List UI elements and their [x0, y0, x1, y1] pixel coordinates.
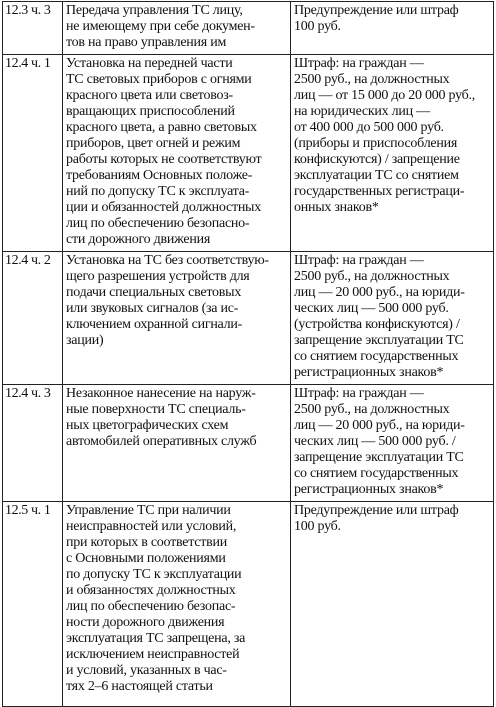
- violation-line: неисправностей или условий,: [66, 519, 237, 534]
- article-number: 12.4 ч. 1: [5, 56, 51, 71]
- violation-line: лиц по обеспечению безопас-: [66, 599, 236, 614]
- article-cell: [3, 2, 63, 55]
- article-cell: [3, 252, 63, 385]
- penalty-line: Штраф: на граждан —: [294, 56, 424, 71]
- table-row: [3, 2, 494, 55]
- penalty-line: ческих лиц — 500 000 руб.: [294, 301, 449, 316]
- penalty-cell: [291, 385, 494, 502]
- violation-line: автомобилей оперативных служб: [66, 434, 257, 449]
- violation-line: работы которых не соответствуют: [66, 152, 262, 167]
- violation-line: или звуковых сигналов (за ис-: [66, 301, 239, 316]
- penalty-line: регистрационных знаков*: [294, 365, 444, 380]
- violation-line: ний по допуску ТС к эксплуата-: [66, 184, 250, 199]
- penalty-line: от 400 000 до 500 000 руб.: [294, 120, 444, 135]
- violation-line: ции и обязанностей должностных: [66, 200, 261, 215]
- violation-line: не имеющему при себе докумен-: [66, 19, 255, 34]
- penalty-line: ческих лиц — 500 000 руб. /: [294, 434, 456, 449]
- violation-cell: [63, 385, 291, 502]
- fines-table: [2, 1, 494, 707]
- penalty-line: 2500 руб., на должностных: [294, 402, 450, 417]
- violation-line: с Основными положениями: [66, 551, 226, 566]
- penalty-line: на юридических лиц —: [294, 104, 430, 119]
- penalty-line: эксплуатации ТС со снятием: [294, 168, 459, 183]
- violation-line: зации): [66, 333, 104, 348]
- violation-line: тях 2–6 настоящей статьи: [66, 679, 213, 694]
- penalty-line: Штраф: на граждан —: [294, 253, 424, 268]
- penalty-line: Предупреждение или штраф: [294, 3, 459, 18]
- table-row: [3, 55, 494, 252]
- violation-line: Передача управления ТС лицу,: [66, 3, 243, 18]
- violation-line: Управление ТС при наличии: [66, 503, 231, 518]
- penalty-line: онных знаков*: [294, 200, 379, 215]
- penalty-line: государственных регистраци-: [294, 184, 465, 199]
- violation-line: исключением неисправностей: [66, 647, 240, 662]
- violation-line: и обязанностях должностных: [66, 583, 236, 598]
- penalty-line: 100 руб.: [294, 19, 341, 34]
- penalty-line: лиц — 20 000 руб., на юриди-: [294, 285, 465, 300]
- violation-cell: [63, 502, 291, 707]
- violation-line: приборов, цвет огней и режим: [66, 136, 241, 151]
- violation-line: ные поверхности ТС специаль-: [66, 402, 246, 417]
- violation-cell: [63, 252, 291, 385]
- violation-line: требованиям Основных положе-: [66, 168, 253, 183]
- penalty-line: 100 руб.: [294, 519, 341, 534]
- violation-line: Установка на передней части: [66, 56, 233, 71]
- violation-line: Установка на ТС без соответствую-: [66, 253, 269, 268]
- article-number: 12.5 ч. 1: [5, 503, 51, 518]
- violation-line: сти дорожного движения: [66, 232, 211, 247]
- violation-cell: [63, 2, 291, 55]
- penalty-line: запрещение эксплуатации ТС: [294, 333, 464, 348]
- violation-line: ных цветографических схем: [66, 418, 229, 433]
- violation-line: ности дорожного движения: [66, 615, 225, 630]
- violation-line: при которых в соответствии: [66, 535, 227, 550]
- violation-line: вращающих приспособлений: [66, 104, 235, 119]
- violation-cell: [63, 55, 291, 252]
- penalty-cell: [291, 2, 494, 55]
- penalty-line: 2500 руб., на должностных: [294, 72, 450, 87]
- penalty-line: (приборы и приспособления: [294, 136, 458, 151]
- violation-line: красного цвета, а равно световых: [66, 120, 257, 135]
- penalty-line: 2500 руб., на должностных: [294, 269, 450, 284]
- article-number: 12.3 ч. 3: [5, 3, 51, 18]
- violation-line: подачи специальных световых: [66, 285, 242, 300]
- article-cell: [3, 385, 63, 502]
- penalty-line: со снятием государственных: [294, 466, 459, 481]
- violation-line: и условий, указанных в час-: [66, 663, 227, 678]
- violation-line: лиц по обеспечению безопасно-: [66, 216, 250, 231]
- violation-line: по допуску ТС к эксплуатации: [66, 567, 242, 582]
- penalty-line: лиц — 20 000 руб., на юриди-: [294, 418, 465, 433]
- penalty-line: регистрационных знаков*: [294, 482, 444, 497]
- penalty-line: (устройства конфискуются) /: [294, 317, 460, 332]
- table-row: [3, 385, 494, 502]
- penalty-line: конфискуются) / запрещение: [294, 152, 460, 167]
- table-row: [3, 502, 494, 707]
- penalty-line: запрещение эксплуатации ТС: [294, 450, 464, 465]
- penalty-line: со снятием государственных: [294, 349, 459, 364]
- article-cell: [3, 502, 63, 707]
- penalty-cell: [291, 502, 494, 707]
- penalty-line: Штраф: на граждан —: [294, 386, 424, 401]
- article-number: 12.4 ч. 2: [5, 253, 51, 268]
- violation-line: тов на право управления им: [66, 35, 227, 50]
- penalty-cell: [291, 252, 494, 385]
- article-cell: [3, 55, 63, 252]
- penalty-cell: [291, 55, 494, 252]
- violation-line: ТС световых приборов с огнями: [66, 72, 252, 87]
- table-row: [3, 252, 494, 385]
- violation-line: Незаконное нанесение на наруж-: [66, 386, 256, 401]
- violation-line: щего разрешения устройств для: [66, 269, 250, 284]
- violation-line: эксплуатация ТС запрещена, за: [66, 631, 246, 646]
- violation-line: ключением охранной сигнали-: [66, 317, 243, 332]
- article-number: 12.4 ч. 3: [5, 386, 51, 401]
- penalty-line: лиц — от 15 000 до 20 000 руб.,: [294, 88, 476, 103]
- penalty-line: Предупреждение или штраф: [294, 503, 459, 518]
- violation-line: красного цвета или световоз-: [66, 88, 233, 103]
